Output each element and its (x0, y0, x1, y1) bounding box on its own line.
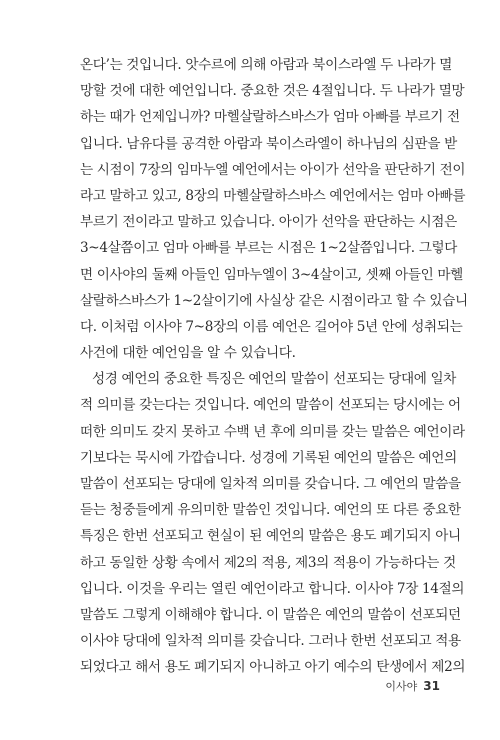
body-line: 이사야 당대에 일차적 의미를 갖습니다. 그러나 한번 선포되고 적용 (80, 633, 461, 650)
body-line: 망할 것에 대한 예언입니다. 중요한 것은 4절입니다. 두 나라가 멸망 (80, 83, 465, 100)
paragraph-start-line: 성경 예언의 중요한 특징은 예언의 말씀이 선포되는 당대에 일차 (92, 371, 457, 388)
body-line: 라고 말하고 있고, 8장의 마헬살랄하스바스 예언에서는 엄마 아빠를 (80, 187, 466, 204)
body-line: 온다’는 것입니다. 앗수르에 의해 아람과 북이스라엘 두 나라가 멸 (80, 57, 453, 73)
page-footer (350, 678, 440, 694)
body-text (80, 52, 468, 681)
body-line: 기보다는 묵시에 가깝습니다. 성경에 기록된 예언의 말씀은 예언의 (80, 449, 457, 466)
body-line: 3~4살쯤이고 엄마 아빠를 부르는 시점은 1~2살쯤입니다. 그렇다 (80, 240, 458, 257)
body-line: 부르기 전이라고 말하고 있습니다. 아이가 선악을 판단하는 시점은 (80, 214, 457, 231)
body-line: 입니다. 남유다를 공격한 아람과 북이스라엘이 하나님의 심판을 받 (80, 135, 457, 152)
body-line: 하는 때가 언제입니까? 마헬살랄하스바스가 엄마 아빠를 부르기 전 (80, 109, 460, 126)
body-line: 입니다. 이것을 우리는 열린 예언이라고 합니다. 이사야 7장 14절의 (80, 580, 465, 597)
page-number: 31 (423, 679, 440, 693)
body-line: 되었다고 해서 용도 폐기되지 아니하고 아기 예수의 탄생에서 제2의 (80, 659, 466, 676)
body-line: 특징은 한번 선포되고 현실이 된 예언의 말씀은 용도 폐기되지 아니 (80, 528, 461, 545)
body-line: 떠한 의미도 갖지 못하고 수백 년 후에 의미를 갖는 말씀은 예언이라 (80, 423, 465, 440)
body-line: 듣는 청중들에게 유의미한 말씀인 것입니다. 예언의 또 다른 중요한 (80, 502, 461, 519)
body-line: 살랄하스바스가 1~2살이기에 사실상 같은 시점이라고 할 수 있습니 (80, 292, 468, 309)
body-line: 적 의미를 갖는다는 것입니다. 예언의 말씀이 선포되는 당시에는 어 (80, 397, 461, 414)
body-line: 면 이사야의 둘째 아들인 임마누엘이 3~4살이고, 셋째 아들인 마헬 (80, 266, 463, 283)
body-line: 하고 동일한 상황 속에서 제2의 적용, 제3의 적용이 가능하다는 것 (80, 554, 456, 571)
body-line: 말씀이 선포되는 당대에 일차적 의미를 갖습니다. 그 예언의 말씀을 (80, 476, 461, 492)
running-title: 이사야 (385, 680, 418, 693)
body-line: 말씀도 그렇게 이해해야 합니다. 이 말씀은 예언의 말씀이 선포되던 (80, 606, 461, 623)
body-line: 다. 이처럼 이사야 7~8장의 이름 예언은 길어야 5년 안에 성취되는 (80, 318, 463, 335)
paragraph-end-line: 사건에 대한 예언임을 알 수 있습니다. (80, 345, 296, 362)
body-line: 는 시점이 7장의 임마누엘 예언에서는 아이가 선악을 판단하기 전이 (80, 161, 466, 178)
